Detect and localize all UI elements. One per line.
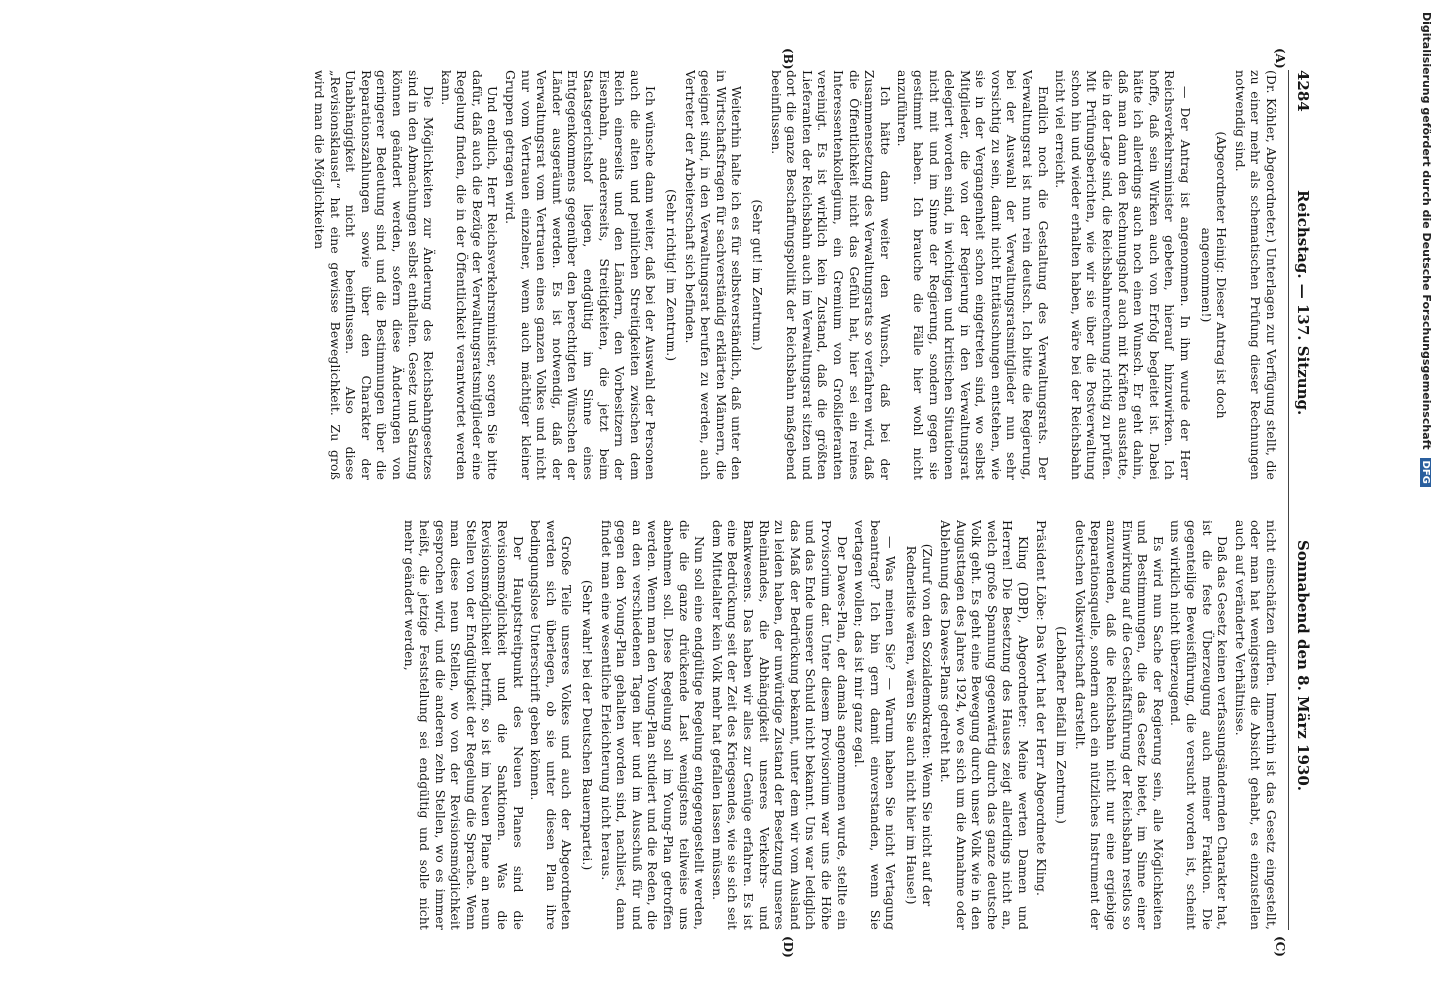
paragraph: Und endlich, Herr Reichsverkehrsminister, sorgen Sie bitte dafür, daß auch die Bezüge der Verwaltungsratsmitglieder eine Regelung finden, die in der Öffentlichkeit verantwortet werden kann.: [438, 70, 501, 480]
right-text-column: [129, 520, 1279, 930]
session-title: Reichstag. — 137. Sitzung.: [1294, 190, 1312, 416]
paragraph: Daß das Gesetz keinen verfassungsändernden Charakter hat, ist die feste Überzeugung auch meiner Fraktion. Die gegenteilige Beweisführung, die versucht worden ist, scheint uns wirklich nicht überzeugend.: [1168, 520, 1231, 930]
rotated-document-page: [15, 48, 1315, 958]
paragraph: Die Möglichkeiten zur Änderung des Reichsbahngesetzes sind in den Abmachungen selbst enthalten. Gesetz und Satzung können geändert werden, sofern diese Änderungen von geringerer Bedeutung sind und die Bestimmungen über die Reparationszahlungen sowie über den Charakter der Unabhängigkeit nicht beeinflussen. Also diese „Revisionsklausel“ hat eine gewisse Beweglichkeit. Zu groß wird man die Möglichkeiten: [311, 70, 437, 480]
paragraph: Weiterhin halte ich es für selbstverständlich, daß unter den in Wirtschaftsfragen für sachverständig erklärten Männern, die geeignet sind, in den Verwaltungsrat berufen zu werden, auch Vertreter der Arbeiterschaft sich befinden.: [682, 70, 745, 480]
funding-note-text: Digitalisierung gefördert durch die Deutsche Forschungsgemeinschaft: [1420, 12, 1433, 450]
margin-marker-d: (D): [781, 936, 795, 958]
margin-marker-b: (B): [781, 48, 795, 70]
left-text-column: [129, 70, 1279, 480]
interjection: (Sehr wahr! bei der Deutschen Bauernpartei.): [580, 579, 596, 871]
margin-marker-a: (A): [1273, 48, 1287, 69]
dfg-logo: DFG: [1420, 458, 1431, 487]
paragraph: Ich wünsche dann weiter, daß bei der Auswahl der Personen auch die alten und peinlichen Streitigkeiten zwischen dem Reich einerseits und den Ländern, den Vorbesitzern der Eisenbahn, andererseits, Streitigkeiten, die jetzt beim Staatsgerichtshof liegen, endgültig im Sinne eines Entgegenkommens gegenüber den berechtigten Wünschen der Länder ausgeräumt werden. Es ist notwendig, daß der Verwaltungsrat vom Vertrauen eines ganzen Volkes und nicht nur vom Vertrauen einzelner, wenn auch mächtiger kleiner Gruppen getragen wird.: [503, 70, 659, 480]
paragraph: Der Dawes-Plan, der damals angenommen wurde, stellte ein Provisorium dar. Unter diesem Provisorium war uns die Höhe und das Ende unserer Schuld nicht bekannt. Uns war lediglich das Maß der Bedrückung bekannt, unter dem wir vom Ausland zu leiden haben, der unwürdige Zustand der Besetzung unseres Rheinlandes, die Abhängigkeit unseres Verkehrs- und Bankwesens. Das haben wir alles zur Genüge erfahren. Es ist eine Bedrückung seit der Zeit des Kriegsendes, wie sie sich seit dem Mittelalter kein Volk mehr hat gefallen lassen müssen.: [709, 520, 850, 930]
interjection: (Sehr gut! im Zentrum.): [750, 199, 765, 351]
interjection: (Zuruf von den Sozialdemokraten: Wenn Sie nicht auf der Rednerliste wären, wären Sie auch nicht hier im Hause!): [903, 543, 935, 907]
funding-sidenote: [1415, 10, 1434, 995]
paragraph: Endlich noch die Gestaltung des Verwaltungsrats. Der Verwaltungsrat ist nun rein deutsch. Ich bitte die Regierung, bei der Auswahl der Verwaltungsratsmitglieder nun sehr vorsichtig zu sein, damit nicht Enttäuschungen entstehen, wie sie in der Vergangenheit schon eingetreten sind, wo selbst Mitglieder, die von der Regierung in den Verwaltungsrat delegiert worden sind, in wichtigen und kritischen Situationen nicht mit und im Sinne der Regierung, sondern gegen sie gestimmt haben. Ich brauche die Fälle hier wohl nicht anzuführen.: [895, 70, 1051, 480]
paragraph: Der Hauptstreitpunkt des Neuen Planes sind die Revisionsmöglichkeit und die Sanktionen. Was die Revisionsmöglichkeit betrifft, so ist im Neuen Plane an neun Stellen von der Endgültigkeit der Regelung die Sprache. Wenn man diese neun Stellen, wo von der Revisionsmöglichkeit gesprochen wird, und die anderen zehn Stellen, wo es immer heißt, die jetzige Feststellung sei endgültig und solle nicht mehr geändert werden,: [401, 520, 526, 930]
paragraph: — Was meinen Sie? — Warum haben Sie nicht Vertagung beantragt? Ich bin gern damit einverstanden, wenn Sie vertagen wollen; das ist mir ganz egal.: [852, 520, 899, 930]
paragraph: Ich hätte dann weiter den Wunsch, daß bei der Zusammensetzung des Verwaltungsrats so verfahren wird, daß die Öffentlichkeit nicht das Gefühl hat, hier sei ein reines Interessentenkollegium, ein Gremium von Großlieferanten vereinigt. Es ist wirklich kein Zustand, daß die größten Lieferanten der Reichsbahn auch im Verwaltungsrat sitzen und dort die ganze Beschaffungspolitik der Reichsbahn maßgebend beeinflussen.: [768, 70, 893, 480]
margin-marker-c: (C): [1273, 936, 1287, 957]
paragraph: (Dr. Köhler, Abgeordneter.) Unterlagen zur Verfügung stellt, die zu einer mehr als schematischen Prüfung dieser Rechnungen notwendig sind.: [1232, 70, 1279, 480]
paragraph: Es wird nun Sache der Regierung sein, alle Möglichkeiten und Bestimmungen, die das Gesetz bietet, im Sinne einer Einwirkung auf die Geschäftsführung der Reichsbahn restlos so anzuwenden, daß die Reichsbahn nicht nur eine ergiebige Reparationsquelle, sondern auch ein nützliches Instrument der deutschen Volkswirtschaft darstellt.: [1072, 520, 1166, 930]
paragraph: — Der Antrag ist angenommen. In ihm wurde der Herr Reichsverkehrsminister gebeten, hierauf hinzuwirken. Ich hoffe, daß sein Wirken auch von Erfolg begleitet ist. Dabei hätte ich allerdings auch noch einen Wunsch. Er geht dahin, daß man dann den Rechnungshof auch mit Kräften ausstatte, die in der Lage sind, die Reichsbahnrechnung richtig zu prüfen. Mit Prüfungsberichten, wie wir sie über die Postverwaltung schon hin und wieder erhalten haben, wäre bei der Reichsbahn nicht viel erreicht.: [1053, 70, 1194, 480]
paragraph: Nun soll eine endgültige Regelung entgegengestellt werden, die die ganze drückende Last wenigstens teilweise uns abnehmen soll. Diese Regelung soll im Young-Plan getroffen werden. Wenn man den Young-Plan studiert und die Reden, die an den verschiedenen Tagen hier und im Ausschuß für und gegen den Young-Plan gehalten worden sind, nachliest, dann findet man eine wesentliche Erleichterung nicht heraus.: [598, 520, 708, 930]
interjection: (Sehr richtig! im Zentrum.): [664, 188, 680, 362]
session-date: Sonnabend den 8. März 1930.: [1294, 540, 1312, 791]
interjection: (Lebhafter Beifall im Zentrum.): [1054, 626, 1070, 824]
interjection: (Abgeordneter Heinig: Dieser Antrag ist doch angenommen!): [1198, 131, 1230, 419]
page-header: [1288, 70, 1315, 930]
paragraph: Kling (DBP), Abgeordneter: Meine werten Damen und Herren! Die Besetzung des Hauses zeigt allerdings nicht an, welch große Spannung gegenwärtig durch das ganze deutsche Volk geht. Es geht eine Bewegung durch unser Volk wie in den Augusttagen des Jahres 1924, wo es sich um die Annahme oder Ablehnung des Dawes-Plans gedreht hat.: [938, 520, 1032, 930]
paragraph: nicht einschätzen dürfen. Immerhin ist das Gesetz eingestellt, oder man hat wenigstens die Absicht gehabt, es einzustellen auch auf veränderte Verhältnisse.: [1232, 520, 1279, 930]
page-number: 4284: [1294, 70, 1312, 112]
paragraph: Große Teile unseres Volkes und auch der Abgeordneten werden sich überlegen, ob sie unter diesen Plan ihre bedingungslose Unterschrift geben können.: [528, 520, 575, 930]
paragraph: Präsident Löbe: Das Wort hat der Herr Abgeordnete Kling.: [1033, 520, 1049, 896]
